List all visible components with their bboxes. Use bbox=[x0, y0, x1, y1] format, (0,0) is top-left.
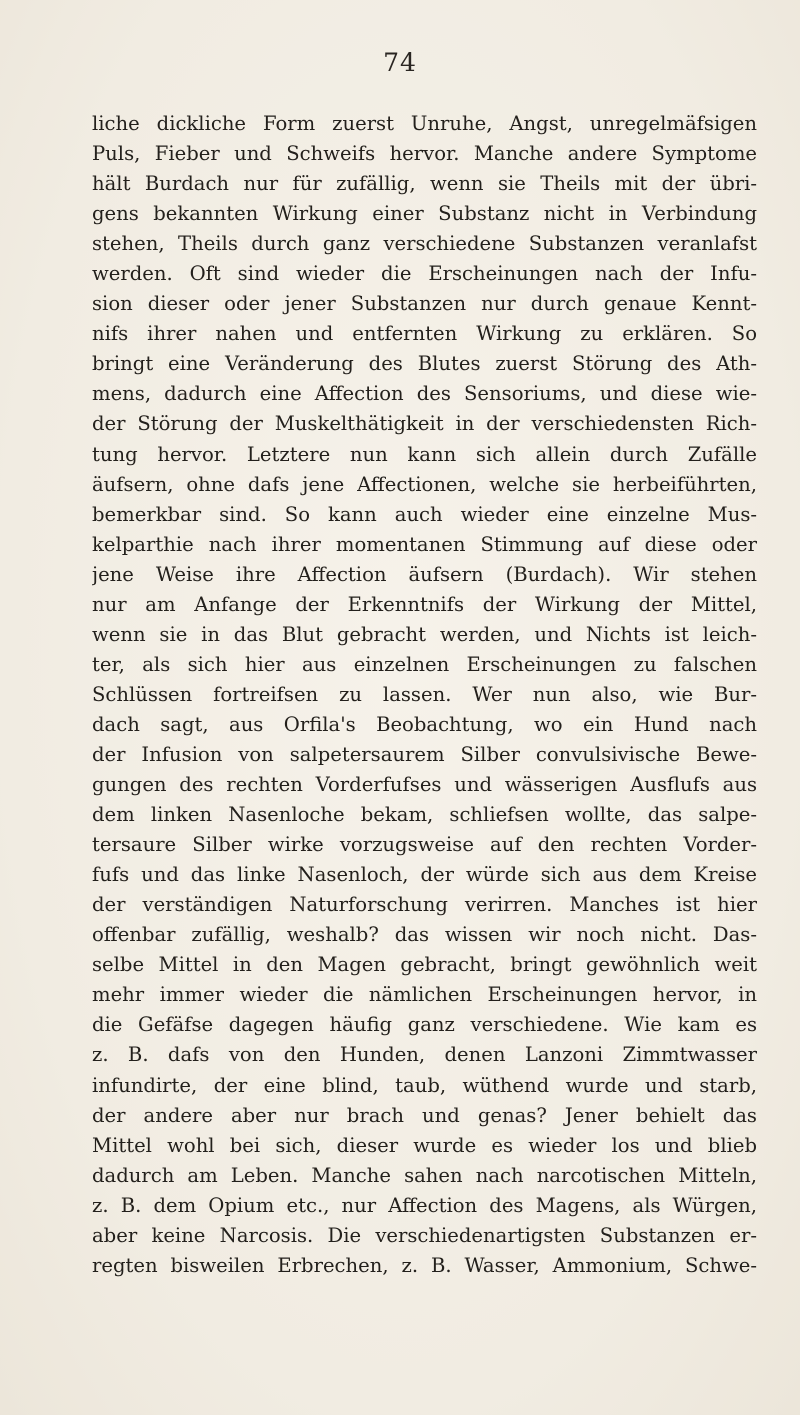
text-line: nur am Anfange der Erkenntnifs der Wirkung der Mittel, bbox=[92, 592, 757, 616]
page-number: 74 bbox=[383, 48, 417, 77]
text-line: stehen, Theils durch ganz verschiedene Substanzen veranlafst bbox=[92, 232, 757, 256]
text-line: Schlüssen fortreifsen zu lassen. Wer nun also, wie Bur- bbox=[92, 682, 757, 706]
text-line: mens, dadurch eine Affection des Sensoriums, und diese wie- bbox=[92, 382, 757, 406]
text-line: gungen des rechten Vorderfufses und wässerigen Ausflufs aus bbox=[92, 773, 757, 797]
text-line: selbe Mittel in den Magen gebracht, bringt gewöhnlich weit bbox=[92, 953, 757, 977]
text-line: infundirte, der eine blind, taub, wüthend wurde und starb, bbox=[92, 1073, 757, 1097]
text-line: aber keine Narcosis. Die verschiedenartigsten Substanzen er- bbox=[92, 1223, 757, 1247]
text-line: fufs und das linke Nasenloch, der würde sich aus dem Kreise bbox=[92, 863, 757, 887]
text-line: wenn sie in das Blut gebracht werden, und Nichts ist leich- bbox=[92, 622, 757, 646]
text-line: äufsern, ohne dafs jene Affectionen, welche sie herbeiführten, bbox=[92, 472, 757, 496]
text-line: bringt eine Veränderung des Blutes zuerst Störung des Ath- bbox=[92, 352, 757, 376]
text-line: regten bisweilen Erbrechen, z. B. Wasser, Ammonium, Schwe- bbox=[92, 1253, 757, 1277]
text-line: Puls, Fieber und Schweifs hervor. Manche andere Symptome bbox=[92, 142, 757, 166]
text-line: jene Weise ihre Affection äufsern (Burdach). Wir stehen bbox=[92, 562, 757, 586]
text-line: dach sagt, aus Orfila's Beobachtung, wo ein Hund nach bbox=[92, 712, 757, 736]
text-line: tung hervor. Letztere nun kann sich allein durch Zufälle bbox=[92, 442, 757, 466]
text-line: z. B. dafs von den Hunden, denen Lanzoni Zimmtwasser bbox=[92, 1043, 757, 1067]
text-line: kelparthie nach ihrer momentanen Stimmung auf diese oder bbox=[92, 532, 757, 556]
body-text bbox=[92, 109, 757, 1281]
text-line: die Gefäfse dagegen häufig ganz verschiedene. Wie kam es bbox=[92, 1013, 757, 1037]
text-line: der andere aber nur brach und genas? Jener behielt das bbox=[92, 1103, 757, 1127]
text-line: bemerkbar sind. So kann auch wieder eine einzelne Mus- bbox=[92, 502, 757, 526]
text-line: sion dieser oder jener Substanzen nur durch genaue Kennt- bbox=[92, 292, 757, 316]
text-line: ter, als sich hier aus einzelnen Erscheinungen zu falschen bbox=[92, 652, 757, 676]
text-line: Mittel wohl bei sich, dieser wurde es wieder los und blieb bbox=[92, 1133, 757, 1157]
text-line: mehr immer wieder die nämlichen Erscheinungen hervor, in bbox=[92, 983, 757, 1007]
text-line: der verständigen Naturforschung verirren. Manches ist hier bbox=[92, 893, 757, 917]
text-line: werden. Oft sind wieder die Erscheinungen nach der Infu- bbox=[92, 262, 757, 286]
text-line: der Infusion von salpetersaurem Silber convulsivische Bewe- bbox=[92, 742, 757, 766]
text-line: z. B. dem Opium etc., nur Affection des Magens, als Würgen, bbox=[92, 1193, 757, 1217]
text-line: tersaure Silber wirke vorzugsweise auf den rechten Vorder- bbox=[92, 833, 757, 857]
text-line: der Störung der Muskelthätigkeit in der verschiedensten Rich- bbox=[92, 412, 757, 436]
text-line: hält Burdach nur für zufällig, wenn sie Theils mit der übri- bbox=[92, 172, 757, 196]
text-line: offenbar zufällig, weshalb? das wissen wir noch nicht. Das- bbox=[92, 923, 757, 947]
text-line: dem linken Nasenloche bekam, schliefsen wollte, das salpe- bbox=[92, 803, 757, 827]
text-line: liche dickliche Form zuerst Unruhe, Angst, unregelmäfsigen bbox=[92, 112, 757, 135]
text-line: gens bekannten Wirkung einer Substanz nicht in Verbindung bbox=[92, 202, 757, 226]
text-line: nifs ihrer nahen und entfernten Wirkung zu erklären. So bbox=[92, 322, 757, 346]
text-line: dadurch am Leben. Manche sahen nach narcotischen Mitteln, bbox=[92, 1163, 757, 1187]
